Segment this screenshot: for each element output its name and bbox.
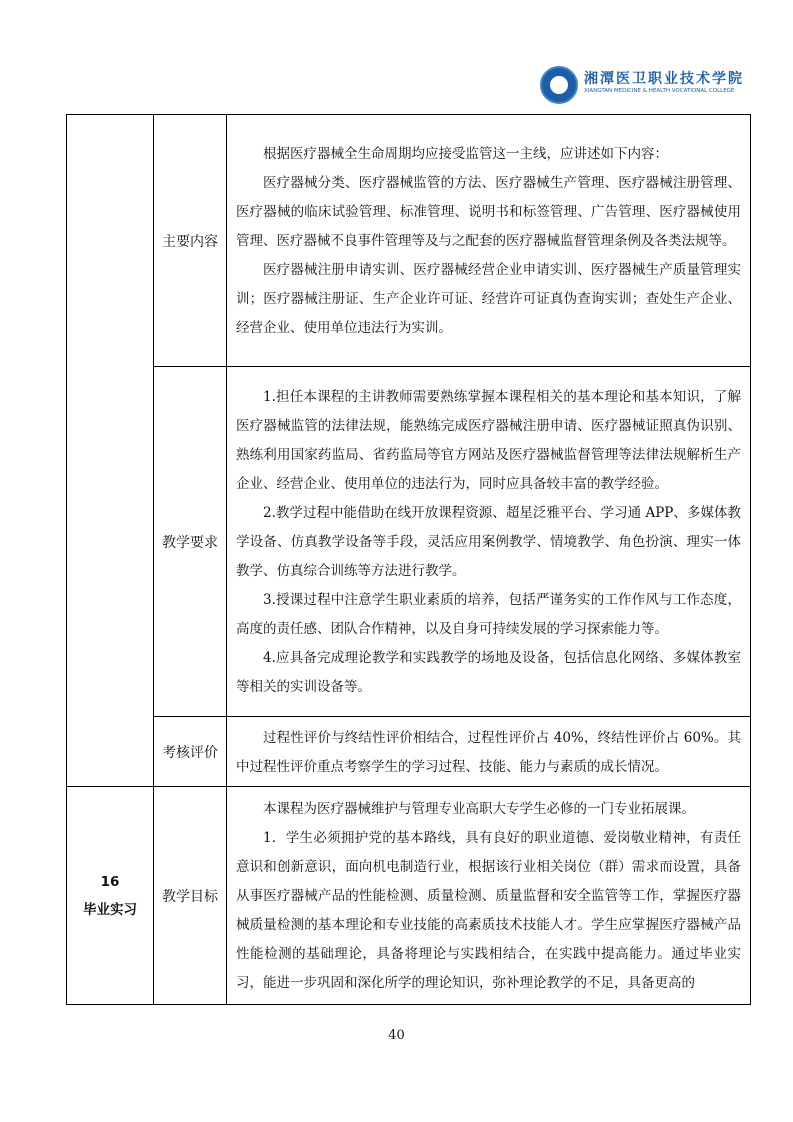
logo-english-name: XIANGTAN MEDICINE & HEALTH VOCATIONAL COLLEGE <box>584 88 735 94</box>
paragraph: 医疗器械注册申请实训、医疗器械经营企业申请实训、医疗器械生产质量管理实训；医疗器械注册证、生产企业许可证、经营许可证真伪查询实训；查处生产企业、经营企业、使用单位违法行为实训。 <box>236 262 741 336</box>
paragraph: 3.授课过程中注意学生职业素质的培养，包括严谨务实的工作作风与工作态度，高度的责任感、团队合作精神，以及自身可持续发展的学习探索能力等。 <box>236 592 741 637</box>
college-logo <box>540 66 760 106</box>
row-label: 教学目标 <box>154 787 227 1005</box>
college-emblem-icon <box>540 66 578 104</box>
logo-chinese-name: 湘潭医卫职业技术学院 <box>584 71 744 87</box>
table-row <box>67 367 751 717</box>
row-content <box>227 115 751 367</box>
table-row <box>67 787 751 1005</box>
row-label: 主要内容 <box>154 115 227 367</box>
paragraph: 过程性评价与终结性评价相结合，过程性评价占 40%，终结性评价占 60%。其中过程性评价重点考察学生的学习过程、技能、能力与素质的成长情况。 <box>236 729 741 775</box>
row-label: 考核评价 <box>154 717 227 787</box>
curriculum-table <box>66 114 751 1005</box>
paragraph: 医疗器械分类、医疗器械监管的方法、医疗器械生产管理、医疗器械注册管理、医疗器械的临床试验管理、标准管理、说明书和标签管理、广告管理、医疗器械使用管理、医疗器械不良事件管理等及与之配套的医疗器械监督管理条例及各类法规等。 <box>236 175 741 249</box>
row-content <box>227 367 751 717</box>
paragraph: 根据医疗器械全生命周期均应接受监管这一主线，应讲述如下内容： <box>263 146 668 162</box>
paragraph: 4.应具备完成理论教学和实践教学的场地及设备，包括信息化网络、多媒体教室等相关的实训设备等。 <box>236 650 741 695</box>
section-16-cell <box>67 787 154 1005</box>
table-row <box>67 115 751 367</box>
row-label: 教学要求 <box>154 367 227 717</box>
table-row <box>67 717 751 787</box>
previous-course-cell <box>67 115 154 787</box>
row-content <box>227 717 751 787</box>
page-number: 40 <box>388 1028 405 1043</box>
paragraph: 1.担任本课程的主讲教师需要熟练掌握本课程相关的基本理论和基本知识，了解医疗器械监管的法律法规，能熟练完成医疗器械注册申请、医疗器械证照真伪识别、熟练利用国家药监局、省药监局等官方网站及医疗器械监督管理等法律法规解析生产企业、经营企业、使用单位的违法行为，同时应具备较丰富的教学经验。 <box>236 389 741 492</box>
paragraph: 本课程为医疗器械维护与管理专业高职大专学生必修的一门专业拓展课。 <box>263 801 695 817</box>
section-number: 16 <box>100 873 120 890</box>
paragraph: 1．学生必须拥护党的基本路线，具有良好的职业道德、爱岗敬业精神，有责任意识和创新意识，面向机电制造行业，根据该行业相关岗位（群）需求而设置，具备从事医疗器械产品的性能检测、质量检测、质量监督和安全监管等工作，掌握医疗器械质量检测的基本理论和专业技能的高素质技术技能人才。学生应掌握医疗器械产品性能检测的基础理论，具备将理论与实践相结合，在实践中提高能力。通过毕业实习，能进一步巩固和深化所学的理论知识，弥补理论教学的不足，具备更高的 <box>236 830 741 991</box>
section-category: 毕业实习 <box>83 901 137 918</box>
row-content <box>227 787 751 1005</box>
paragraph: 2.教学过程中能借助在线开放课程资源、超星泛雅平台、学习通 APP、多媒体教学设备、仿真教学设备等手段，灵活应用案例教学、情境教学、角色扮演、理实一体教学、仿真综合训练等方法进行教学。 <box>236 505 741 579</box>
